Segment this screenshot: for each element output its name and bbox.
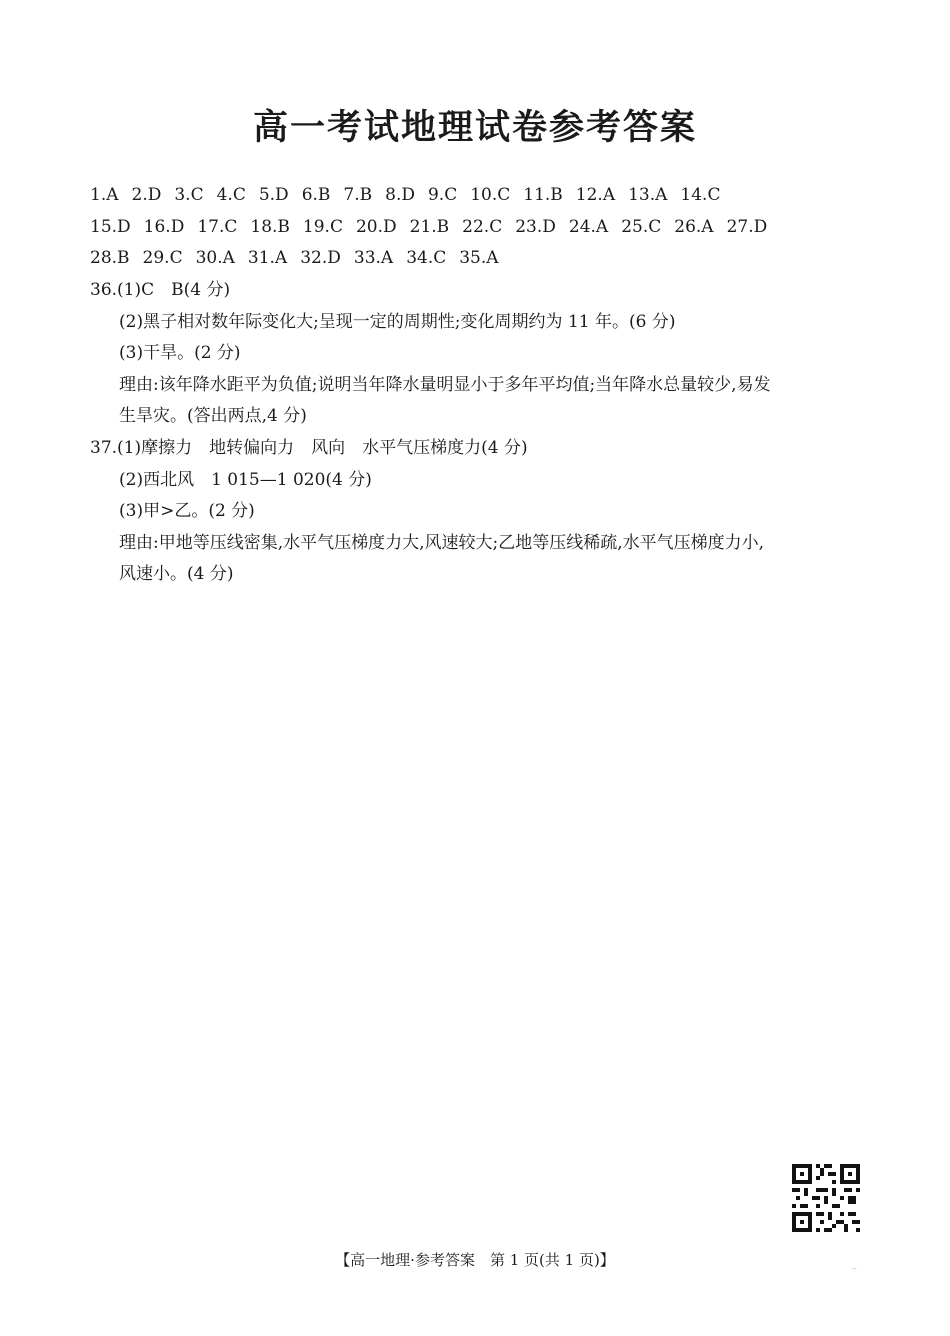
multiple-choice-answers [90,180,880,275]
question-37 [90,433,880,591]
mc-answer: 15.D [90,216,131,237]
mc-answer: 6.B [301,185,331,205]
mc-answer: 26.A [674,216,714,237]
mc-answer: 29.C [142,248,183,268]
mc-answer: 24.A [568,216,609,237]
mc-answer: 3.C [174,185,204,205]
q36-part2: (2)黑子相对数年际变化大;呈现一定的周期性;变化周期约为 11 年。(6 分) [119,311,676,332]
mc-answer: 28.B [90,248,130,268]
mc-answer: 2.D [131,185,162,205]
mc-answer: 17.C [197,216,238,237]
page-footer: 【高一地理·参考答案 第 1 页(共 1 页)】 [335,1251,615,1269]
mc-answer: 20.D [355,216,397,237]
mc-answer: 11.B [523,185,563,205]
mc-answer: 8.D [385,185,415,205]
mc-answer: 27.D [726,216,768,237]
q36-reason-line1: 理由:该年降水距平为负值;说明当年降水量明显小于多年平均值;当年降水总量较少,易发 [119,374,771,395]
mc-answer: 34.C [406,248,447,268]
mc-answer: 32.D [300,248,341,268]
mc-answer: 7.B [343,185,373,205]
mc-answer: 5.D [258,185,289,205]
mc-answer: 19.C [302,216,343,237]
mc-answer: 13.A [628,185,668,205]
q36-part3: (3)干旱。(2 分) [119,343,241,363]
q37-part3: (3)甲>乙。(2 分) [119,501,255,521]
mc-answer: 10.C [470,185,511,205]
mc-row [90,212,880,244]
mc-row [90,180,880,212]
mc-answer: 16.D [143,216,185,237]
q36-reason-line2: 生旱灾。(答出两点,4 分) [119,406,307,426]
mc-answer: 30.A [195,248,235,268]
mc-row [90,243,880,275]
qr-code-icon [792,1164,860,1232]
question-36 [90,275,880,433]
mc-answer: 21.B [409,216,450,237]
mc-answer: 23.D [515,216,556,237]
page-title: 高一考试地理试卷参考答案 [252,108,697,148]
mc-answer: 4.C [216,185,246,205]
q37-reason-line1: 理由:甲地等压线密集,水平气压梯度力大,风速较大;乙地等压线稀疏,水平气压梯度力小, [119,532,765,553]
mc-answer: 12.A [575,185,616,205]
mc-answer: 35.A [459,248,499,268]
mc-answer: 14.C [680,185,721,205]
mc-answer: 25.C [621,216,662,237]
q37-part1: 37.(1)摩擦力 地转偏向力 风向 水平气压梯度力(4 分) [90,438,528,458]
mc-answer: 9.C [427,185,458,205]
q36-part1: 36.(1)C B(4 分) [90,280,231,300]
mc-answer: 31.A [247,248,288,268]
mc-answer: 1.A [90,185,119,205]
mc-answer: 18.B [250,216,290,237]
q37-part2: (2)西北风 1 015—1 020(4 分) [119,469,372,490]
corner-mark: .. [852,1262,858,1271]
mc-answer: 22.C [462,216,503,237]
mc-answer: 33.A [353,248,394,268]
q37-reason-line2: 风速小。(4 分) [119,564,234,584]
